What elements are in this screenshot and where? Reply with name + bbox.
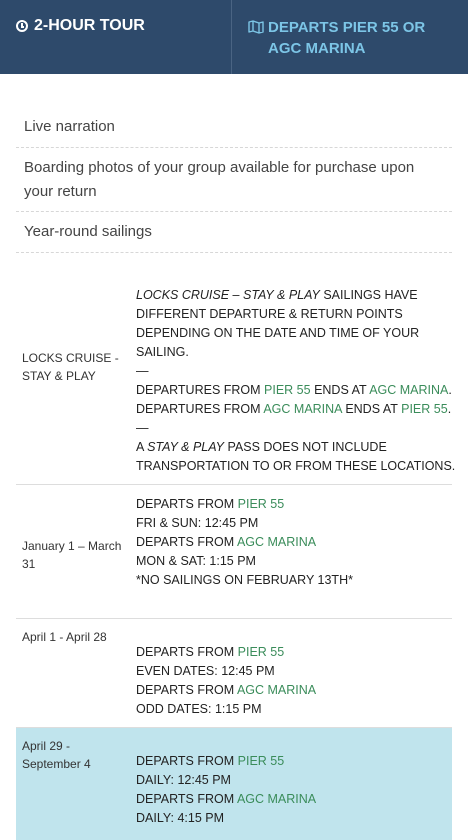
detail-line [136,438,456,476]
schedule-label: April 29 - September 4 [22,739,91,771]
separator: — [136,421,149,435]
location-agc-marina: AGC MARINA [236,792,317,806]
detail-line [136,681,456,700]
schedule-row-apr-sep [16,728,452,840]
detail-text: . [448,383,452,397]
detail-line [136,400,456,419]
location-pier-55: PIER 55 [401,402,448,416]
location-pier-55: PIER 55 [264,383,311,397]
map-icon [248,20,264,34]
schedule-label: LOCKS CRUISE - STAY & PLAY [22,351,119,383]
feature-item: Live narration [16,113,452,148]
detail-text: ENDS AT [310,383,370,397]
tour-details-card [0,74,468,840]
detail-line [136,533,456,552]
feature-item: Year-round sailings [16,212,452,253]
departure-time: DAILY: 12:45 PM [136,773,231,787]
detail-text: DEPARTS FROM [136,683,237,697]
detail-text: DEPARTS FROM [136,792,237,806]
location-agc-marina: AGC MARINA [369,383,449,397]
location-agc-marina: AGC MARINA [236,683,317,697]
departure-time: DAILY: 4:15 PM [136,811,225,825]
schedule-details [136,286,456,476]
detail-text: DEPARTURES FROM [136,402,264,416]
location-pier-55: PIER 55 [237,754,285,768]
tour-duration-label: 2-HOUR TOUR [34,17,145,34]
detail-text: DEPARTS FROM [136,497,238,511]
clock-icon [16,20,28,32]
departure-points [232,0,468,74]
departure-time: ODD DATES: 1:15 PM [136,702,262,716]
detail-text: SAILINGS HAVE DIFFERENT DEPARTURE & RETURN POINTS DEPENDING ON THE DATE AND TIME OF YOUR SAILING. [136,288,420,359]
departure-time: MON & SAT: 1:15 PM [136,554,256,568]
schedule-row-locks-cruise [16,256,456,485]
schedule-details [136,752,456,828]
feature-item: Boarding photos of your group available for purchase upon your return [16,148,452,212]
detail-text: . [447,402,452,416]
detail-text: DEPARTS FROM [136,754,238,768]
tour-header [0,0,468,74]
detail-text: PASS DOES NOT INCLUDE TRANSPORTATION TO OR FROM THESE LOCATIONS. [136,440,456,473]
schedule-row-jan-mar [16,485,452,619]
location-pier-55: PIER 55 [237,497,285,511]
schedule-label: April 1 - April 28 [22,630,107,644]
departure-time: EVEN DATES: 12:45 PM [136,664,275,678]
detail-line [136,643,456,662]
detail-line [136,381,456,400]
schedule-note: *NO SAILINGS ON FEBRUARY 13TH* [136,573,353,587]
detail-text: A [136,440,148,454]
detail-text: ENDS AT [341,402,402,416]
location-pier-55: PIER 55 [237,645,285,659]
departure-points-label: DEPARTS PIER 55 OR AGC MARINA [268,19,426,57]
detail-line [136,495,456,514]
tour-duration [0,0,232,74]
detail-line [136,752,456,771]
location-agc-marina: AGC MARINA [263,402,342,416]
detail-line [136,790,456,809]
departure-time: FRI & SUN: 12:45 PM [136,516,259,530]
location-agc-marina: AGC MARINA [236,535,317,549]
detail-text: DEPARTURES FROM [136,383,265,397]
cruise-name: LOCKS CRUISE – STAY & PLAY [136,288,320,302]
schedule-details [136,495,456,590]
detail-text: DEPARTS FROM [136,535,237,549]
separator: — [136,364,149,378]
detail-text: DEPARTS FROM [136,645,238,659]
schedule-row-apr [16,619,452,728]
detail-line [136,286,456,362]
pass-name: STAY & PLAY [147,440,225,454]
schedule-details [136,643,456,719]
schedule-label: January 1 – March 31 [22,539,122,571]
